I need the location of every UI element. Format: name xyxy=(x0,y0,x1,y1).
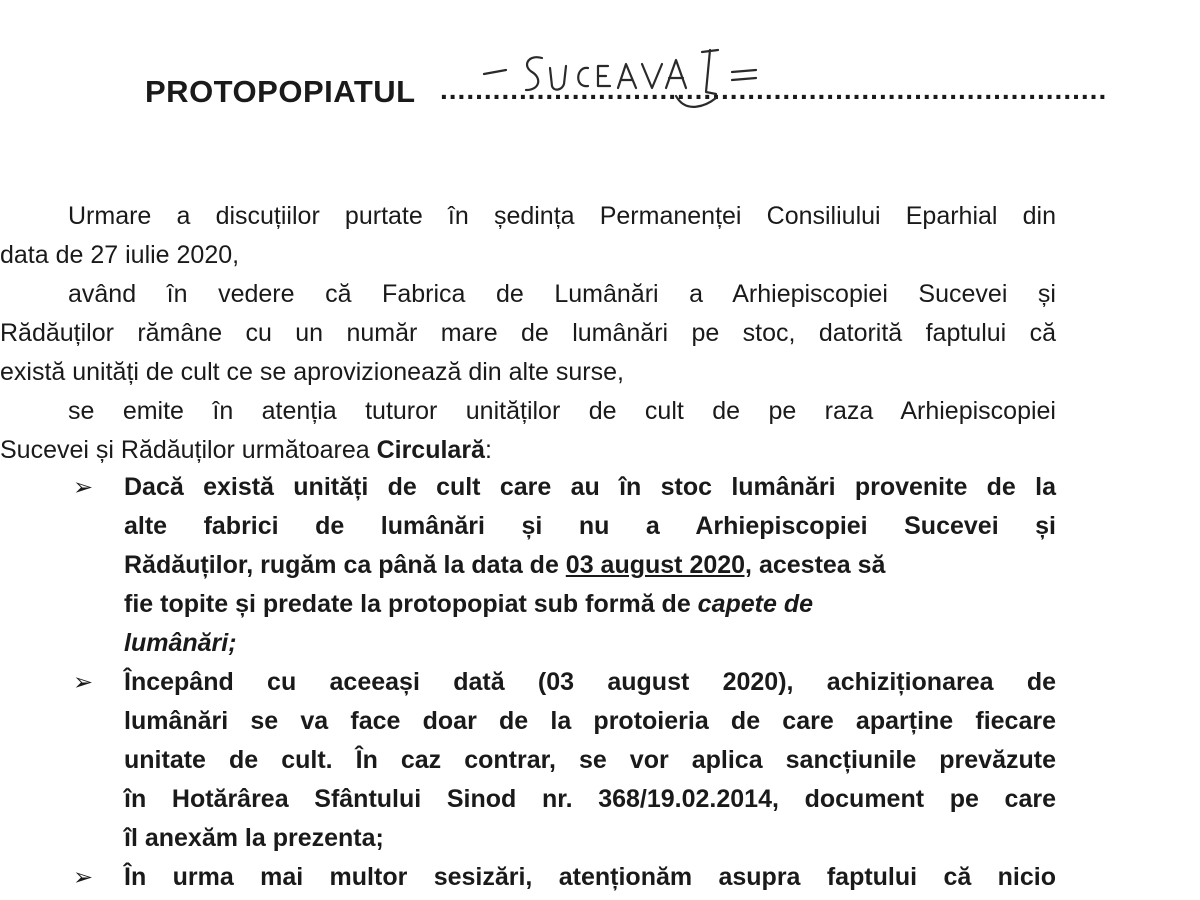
bullet-line: îl anexăm la prezenta; xyxy=(124,824,384,852)
paragraph-line: Urmare a discuțiilor purtate în ședința Permanenței Consiliului Eparhial din xyxy=(68,202,1056,230)
arrow-bullet-icon: ➢ xyxy=(73,864,94,891)
bullet-line: Începând cu aceeași dată (03 august 2020), achiziționarea de xyxy=(124,668,1056,696)
bullet-line: În urma mai multor sesizări, atenționăm asupra faptului că nicio xyxy=(124,863,1056,891)
bullet-line: unitate de cult. În caz contrar, se vor aplica sancțiunile prevăzute xyxy=(124,746,1056,774)
bullet-item xyxy=(0,468,1056,663)
intro-text xyxy=(0,197,1056,470)
paragraph-line: Sucevei și Rădăuților următoarea xyxy=(0,436,377,464)
deadline-date: 03 august 2020, xyxy=(565,551,753,579)
bullet-line: Dacă există unități de cult care au în stoc lumânări provenite de la xyxy=(124,473,1056,501)
paragraph-line: Rădăuților rămâne cu un număr mare de lumânări pe stoc, datorită faptului că xyxy=(0,319,1056,347)
arrow-bullet-icon: ➢ xyxy=(73,474,94,501)
capete-label: capete de xyxy=(697,590,814,618)
circular-label: Circulară xyxy=(376,436,485,464)
paragraph-line: data de 27 iulie 2020, xyxy=(0,241,240,269)
bullet-line: acestea să xyxy=(752,551,886,579)
arrow-bullet-icon: ➢ xyxy=(73,669,94,696)
paragraph-line: : xyxy=(484,436,492,464)
paragraph-line: se emite în atenția tuturor unităților de cult de pe raza Arhiepiscopiei xyxy=(68,397,1056,425)
bullet-line: alte fabrici de lumânări și nu a Arhiepiscopiei Sucevei și xyxy=(124,512,1056,540)
bullet-line: în Hotărârea Sfântului Sinod nr. 368/19.02.2014, document pe care xyxy=(124,785,1056,813)
handwritten-suceava xyxy=(470,40,800,130)
paragraph-line: există unități de cult ce se aprovizionează din alte surse, xyxy=(0,358,624,386)
bullet-list xyxy=(0,468,1056,897)
bullet-line: fie topite și predate la protopopiat sub formă de xyxy=(124,590,698,618)
bullet-line: lumânări se va face doar de la protoieria de care aparține fiecare xyxy=(124,707,1056,735)
header-title: PROTOPOPIATUL xyxy=(145,74,416,109)
bullet-line: Rădăuților, rugăm ca până la data de xyxy=(124,551,566,579)
header-dotted-line: ............................................................................ xyxy=(440,74,1108,105)
paragraph-line: având în vedere că Fabrica de Lumânări a Arhiepiscopiei Sucevei și xyxy=(68,280,1056,308)
bullet-item xyxy=(0,858,1056,897)
bullet-line: lumânări; xyxy=(124,629,237,657)
bullet-item xyxy=(0,663,1056,858)
